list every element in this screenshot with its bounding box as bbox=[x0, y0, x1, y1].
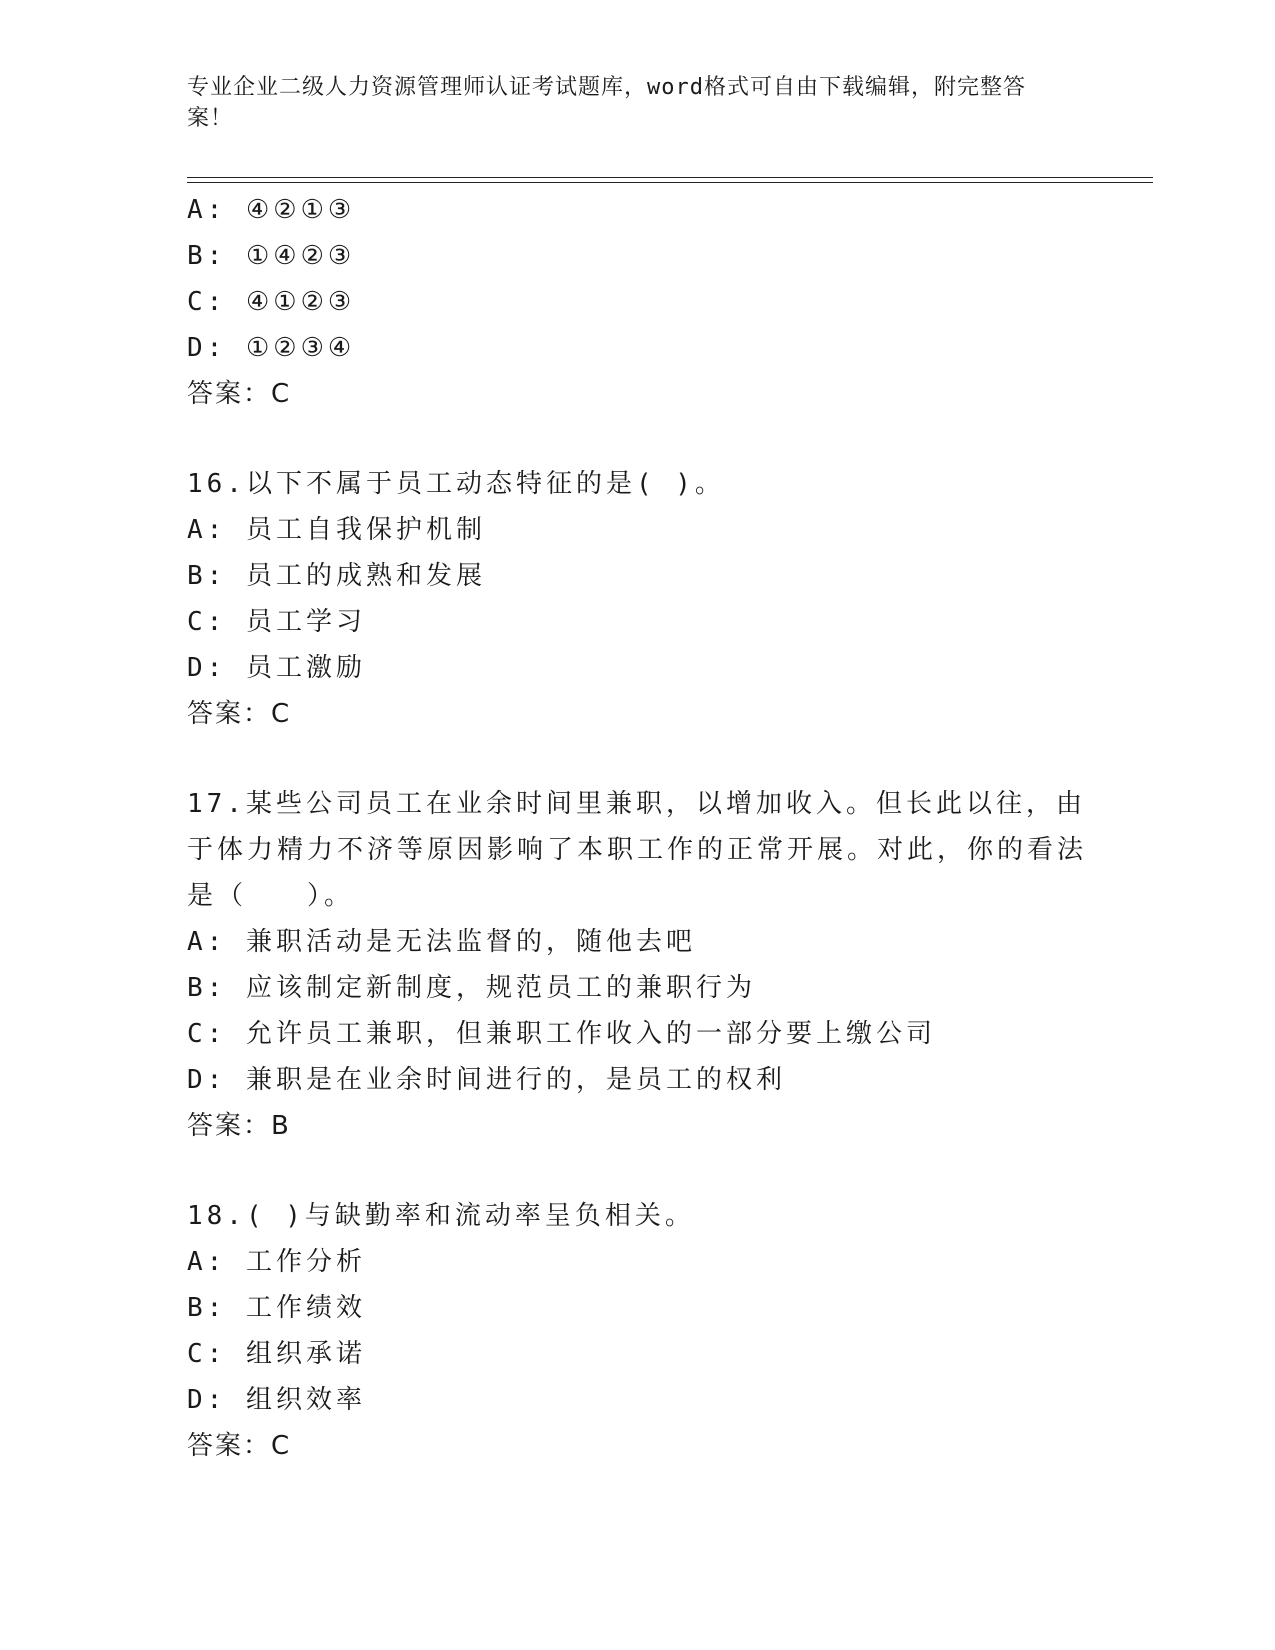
spacer bbox=[187, 417, 1087, 461]
header-rule-top bbox=[187, 177, 1153, 178]
option-a: A: 工作分析 bbox=[187, 1247, 366, 1277]
option-d: D: 兼职是在业余时间进行的，是员工的权利 bbox=[187, 1065, 786, 1095]
option-a: A: 员工自我保护机制 bbox=[187, 515, 486, 545]
option-c: C: 允许员工兼职，但兼职工作收入的一部分要上缴公司 bbox=[187, 1019, 936, 1049]
document-header: 专业企业二级人力资源管理师认证考试题库，word格式可自由下载编辑，附完整答案！ bbox=[187, 75, 1026, 131]
option-a: A: 兼职活动是无法监督的，随他去吧 bbox=[187, 927, 696, 957]
spacer bbox=[187, 1149, 1087, 1193]
answer-line: 答案：C bbox=[187, 699, 292, 729]
question-stem: 18.( )与缺勤率和流动率呈负相关。 bbox=[187, 1201, 695, 1231]
question-18 bbox=[187, 1193, 1087, 1469]
option-c: C: 员工学习 bbox=[187, 607, 366, 637]
question-16 bbox=[187, 461, 1087, 737]
option-c: C: 组织承诺 bbox=[187, 1339, 366, 1369]
header-rule-bottom bbox=[187, 182, 1153, 183]
option-b: B: 员工的成熟和发展 bbox=[187, 561, 486, 591]
option-b: B: ①④②③ bbox=[187, 241, 356, 271]
question-stem: 17.某些公司员工在业余时间里兼职，以增加收入。但长此以往，由于体力精力不济等原因影响了本职工作的正常开展。对此，你的看法是（ ）。 bbox=[187, 789, 1088, 911]
option-d: D: ①②③④ bbox=[187, 333, 356, 363]
question-list bbox=[187, 187, 1087, 1469]
answer-line: 答案：C bbox=[187, 379, 292, 409]
answer-line: 答案：C bbox=[187, 1431, 292, 1461]
answer-line: 答案：B bbox=[187, 1111, 291, 1141]
question-stem: 16.以下不属于员工动态特征的是( )。 bbox=[187, 469, 725, 499]
option-b: B: 应该制定新制度，规范员工的兼职行为 bbox=[187, 973, 756, 1003]
option-d: D: 员工激励 bbox=[187, 653, 366, 683]
option-d: D: 组织效率 bbox=[187, 1385, 366, 1415]
question-17 bbox=[187, 781, 1087, 1149]
option-a: A: ④②①③ bbox=[187, 195, 356, 225]
option-b: B: 工作绩效 bbox=[187, 1293, 366, 1323]
question-15 bbox=[187, 187, 1087, 417]
spacer bbox=[187, 737, 1087, 781]
option-c: C: ④①②③ bbox=[187, 287, 356, 317]
